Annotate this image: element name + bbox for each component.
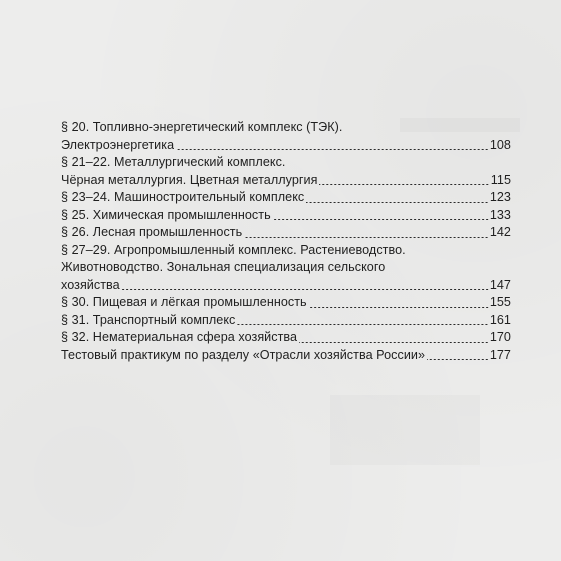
toc-line-text: § 30. Пищевая и лёгкая промышленность: [61, 295, 307, 309]
toc-line: [61, 224, 511, 242]
toc-line: [61, 137, 511, 155]
toc-line-text: § 20. Топливно-энергетический комплекс (ТЭК).: [61, 120, 343, 134]
toc-entry: [61, 294, 511, 312]
show-through-smudge: [330, 395, 480, 465]
page-number: 170: [489, 330, 511, 344]
page-number: 142: [489, 225, 511, 239]
toc-entry: [61, 312, 511, 330]
toc-line-text: § 31. Транспортный комплекс: [61, 312, 236, 327]
toc-line: [61, 242, 511, 260]
toc-line-text: Чёрная металлургия. Цветная металлургия: [61, 172, 318, 187]
dot-leader: [176, 149, 489, 150]
toc-line: [61, 312, 511, 330]
dot-leader: [273, 219, 489, 220]
toc-line: [61, 154, 511, 172]
toc-line: [61, 294, 511, 312]
dot-leader: [299, 342, 489, 343]
dot-leader: [244, 237, 489, 238]
page-number: 133: [489, 207, 511, 222]
toc-line-text: Животноводство. Зональная специализация сельского: [61, 260, 386, 274]
toc-entry: [61, 347, 511, 365]
toc-entry: [61, 329, 511, 347]
toc-entry: [61, 189, 511, 207]
dot-leader: [306, 202, 489, 203]
toc-line-text: § 32. Нематериальная сфера хозяйства: [61, 330, 298, 344]
toc-line-text: § 21–22. Металлургический комплекс.: [61, 155, 286, 169]
toc-line: [61, 119, 511, 137]
page-number: 147: [489, 277, 511, 292]
toc-entry: [61, 207, 511, 225]
toc-line: [61, 259, 511, 277]
toc-line-text: хозяйства: [61, 277, 120, 292]
toc-line: [61, 172, 511, 190]
toc-line-text: § 25. Химическая промышленность: [61, 207, 271, 222]
toc-line: [61, 347, 511, 365]
page-number: 115: [490, 172, 511, 187]
dot-leader: [122, 289, 489, 290]
dot-leader: [427, 359, 489, 360]
dot-leader: [319, 184, 489, 185]
page-number: 161: [489, 312, 511, 327]
toc-entry: [61, 154, 511, 189]
toc-line-text: § 23–24. Машиностроительный комплекс: [61, 190, 305, 204]
page-number: 155: [489, 295, 511, 309]
table-of-contents: [61, 119, 511, 364]
toc-line-text: Тестовый практикум по разделу «Отрасли хозяйства России»: [61, 347, 426, 362]
page-number: 177: [489, 347, 511, 362]
toc-line: [61, 329, 511, 347]
dot-leader: [309, 307, 489, 308]
toc-line-text: § 26. Лесная промышленность: [61, 225, 243, 239]
toc-entry: [61, 224, 511, 242]
toc-line-text: Электроэнергетика: [61, 137, 175, 152]
toc-line: [61, 189, 511, 207]
toc-line: [61, 277, 511, 295]
page-number: 108: [489, 137, 511, 152]
toc-entry: [61, 242, 511, 295]
dot-leader: [237, 324, 488, 325]
page-number: 123: [489, 190, 511, 204]
toc-line: [61, 207, 511, 225]
toc-line-text: § 27–29. Агропромышленный комплекс. Растениеводство.: [61, 242, 406, 257]
toc-entry: [61, 119, 511, 154]
